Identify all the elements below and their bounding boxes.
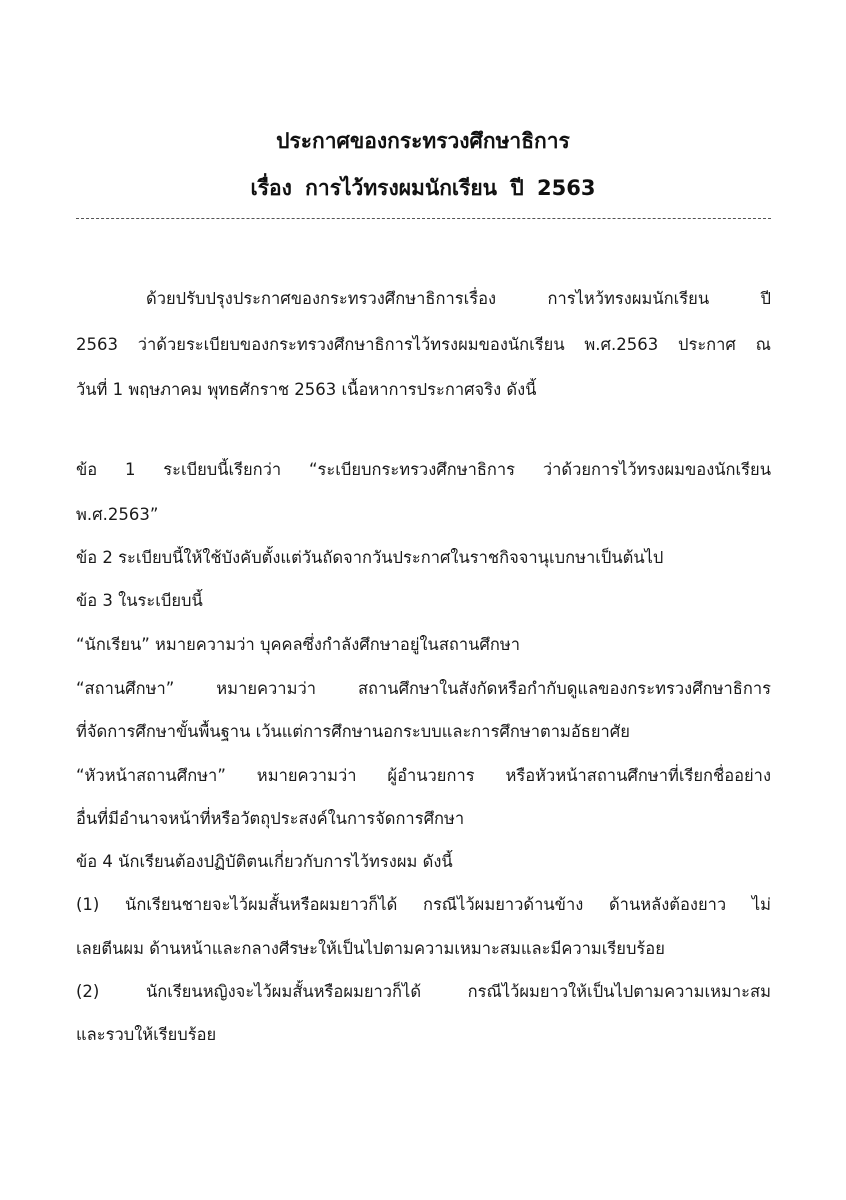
clause-3: ข้อ 3 ในระเบียบนี้ (76, 591, 203, 610)
clause-4-item-2-line-1: (2) นักเรียนหญิงจะไว้ผมสั้นหรือผมยาวก็ได้ กรณีไว้ผมยาวให้เป็นไปตามความเหมาะสม (76, 982, 771, 1001)
dashed-separator (76, 218, 771, 219)
clause-4: ข้อ 4 นักเรียนต้องปฏิบัติตนเกี่ยวกับการไว้ทรงผม ดังนี้ (76, 852, 453, 871)
definition-head-line-1: “หัวหน้าสถานศึกษา” หมายความว่า ผู้อำนวยการ หรือหัวหน้าสถานศึกษาที่เรียกชื่ออย่าง (76, 766, 771, 785)
clause-1-line-1: ข้อ 1 ระเบียบนี้เรียกว่า “ระเบียบกระทรวงศึกษาธิการ ว่าด้วยการไว้ทรงผมของนักเรียน (76, 460, 771, 479)
definition-head-line-2: อื่นที่มีอำนาจหน้าที่หรือวัตถุประสงค์ในการจัดการศึกษา (76, 809, 465, 828)
definition-school-line-1: “สถานศึกษา” หมายความว่า สถานศึกษาในสังกัดหรือกำกับดูแลของกระทรวงศึกษาธิการ (76, 679, 771, 698)
intro-line-2: 2563 ว่าด้วยระเบียบของกระทรวงศึกษาธิการไว้ทรงผมของนักเรียน พ.ศ.2563 ประกาศ ณ (76, 335, 771, 354)
document-subject: เรื่อง การไว้ทรงผมนักเรียน ปี 2563 (250, 176, 596, 200)
document-title: ประกาศของกระทรวงศึกษาธิการ (276, 129, 570, 153)
clause-1-line-2: พ.ศ.2563” (76, 505, 159, 524)
clause-4-item-1-line-2: เลยตีนผม ด้านหน้าและกลางศีรษะให้เป็นไปตามความเหมาะสมและมีความเรียบร้อย (76, 939, 665, 958)
clause-2: ข้อ 2 ระเบียบนี้ให้ใช้บังคับตั้งแต่วันถัดจากวันประกาศในราชกิจจานุเบกษาเป็นต้นไป (76, 548, 664, 567)
definition-student: “นักเรียน” หมายความว่า บุคคลซึ่งกำลังศึกษาอยู่ในสถานศึกษา (76, 635, 521, 654)
definition-school-line-2: ที่จัดการศึกษาขั้นพื้นฐาน เว้นแต่การศึกษานอกระบบและการศึกษาตามอัธยาศัย (76, 722, 630, 741)
clause-4-item-1-line-1: (1) นักเรียนชายจะไว้ผมสั้นหรือผมยาวก็ได้ กรณีไว้ผมยาวด้านข้าง ด้านหลังต้องยาว ไม่ (76, 895, 771, 914)
intro-line-1: ด้วยปรับปรุงประกาศของกระทรวงศึกษาธิการเรื่อง การไหว้ทรงผมนักเรียน ปี (146, 289, 771, 308)
clause-4-item-2-line-2: และรวบให้เรียบร้อย (76, 1025, 217, 1044)
intro-line-3: วันที่ 1 พฤษภาคม พุทธศักราช 2563 เนื้อหาการประกาศจริง ดังนี้ (76, 380, 537, 399)
